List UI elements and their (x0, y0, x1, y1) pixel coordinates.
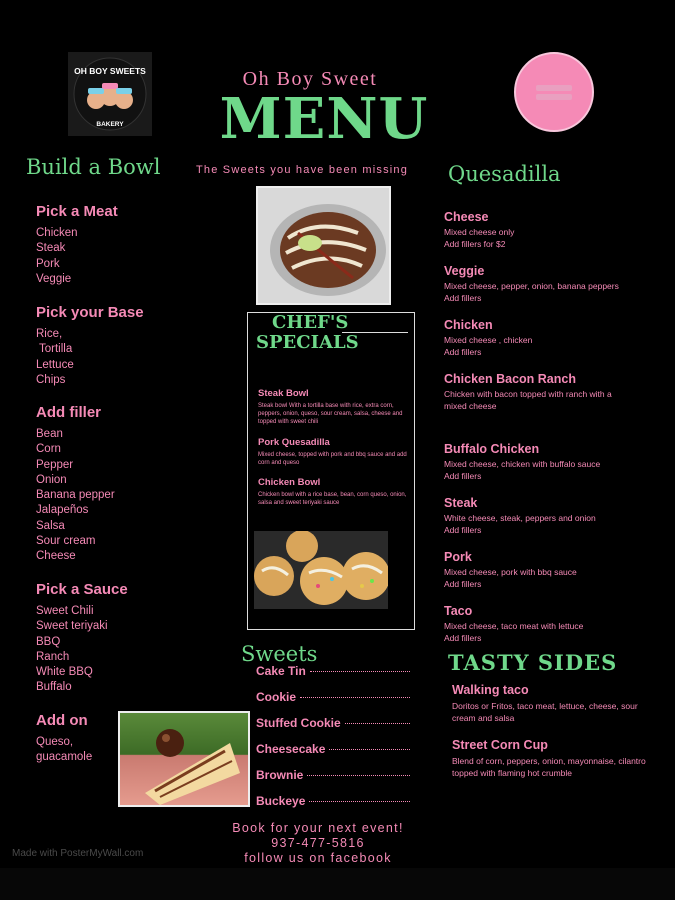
list-item: Pepper (36, 458, 74, 471)
list-item: Pork (36, 257, 60, 270)
item-desc: Mixed cheese, taco meat with lettuce (444, 621, 584, 631)
sweet-name: Cake Tin (256, 664, 306, 678)
section-pick-a-sauce (36, 581, 128, 696)
sweet-name: Stuffed Cookie (256, 716, 341, 730)
item-desc: Add fillers (444, 346, 482, 357)
quesadilla-heading: Quesadilla (448, 162, 561, 186)
quesadilla-list (444, 210, 664, 658)
item-desc: Add fillers for $2 (444, 238, 506, 249)
special-name: Steak Bowl (258, 388, 309, 399)
menu-title: MENU (219, 86, 429, 152)
list-item: Onion (36, 473, 67, 486)
item-desc: Add fillers (444, 578, 482, 589)
item-name: Street Corn Cup (452, 738, 548, 752)
item-desc: Add fillers (444, 524, 482, 535)
sweets-list (256, 664, 410, 820)
item-name: Walking taco (452, 683, 529, 697)
quesadilla-item (444, 550, 664, 590)
list-item: Ranch (36, 650, 70, 663)
item-name: Veggie (444, 264, 485, 278)
list-item: Sour cream (36, 535, 96, 548)
list-item: Chips (36, 373, 66, 386)
list-item: Sweet teriyaki (36, 620, 108, 633)
item-name: Chicken Bacon Ranch (444, 372, 576, 386)
list-item: Jalapeños (36, 504, 89, 517)
sweet-item (256, 716, 410, 742)
special-desc: Steak bowl With a tortilla base with rice, extra corn, peppers, onion, queso, sour cream, salsa, cheese and topped with sweet chili (258, 403, 403, 425)
category-title: Pick a Sauce (36, 581, 128, 598)
sweet-item (256, 690, 410, 716)
item-desc: White cheese, steak, peppers and onion (444, 513, 596, 523)
item-desc: Blend of corn, peppers, onion, mayonnaise, cilantro (452, 756, 646, 766)
quesadilla-item (444, 372, 664, 412)
sweet-name: Buckeye (256, 794, 306, 808)
item-desc: Add fillers (444, 632, 482, 643)
tagline: The Sweets you have been missing (196, 164, 409, 176)
quesadilla-item (444, 318, 664, 358)
chefs-heading-line1: CHEF'S (272, 312, 349, 333)
list-item: Queso, (36, 736, 74, 748)
quesadilla-item (444, 264, 664, 304)
sweets-heading: Sweets (241, 642, 318, 666)
section-add-filler (36, 404, 115, 565)
section-pick-your-base (36, 304, 144, 388)
chefs-specials-heading (256, 313, 408, 353)
list-item: Sweet Chili (36, 605, 94, 617)
item-desc: Chicken with bacon topped with ranch with a (444, 389, 612, 399)
quesadilla-item (444, 496, 664, 536)
sides-list (452, 683, 667, 793)
sweet-item (256, 664, 410, 690)
item-desc: mixed cheese (444, 400, 497, 411)
quesadilla-item (444, 442, 664, 482)
sweet-name: Brownie (256, 768, 304, 782)
list-item: Salsa (36, 519, 65, 532)
sweet-item (256, 768, 410, 794)
item-desc: topped with flaming hot crumble (452, 767, 573, 778)
quesadilla-item (444, 210, 664, 250)
special-item (258, 388, 408, 426)
list-item: Steak (36, 242, 66, 255)
list-item: Lettuce (36, 358, 74, 371)
section-pick-a-meat (36, 203, 118, 287)
item-desc: Mixed cheese only (444, 227, 515, 237)
special-name: Pork Quesadilla (258, 437, 330, 448)
item-desc: cream and salsa (452, 712, 515, 723)
list-item: Chicken (36, 227, 78, 239)
special-desc: Mixed cheese, topped with pork and bbq sauce and add corn and queso (258, 452, 407, 466)
item-name: Pork (444, 550, 472, 564)
logo-text-top: OH BOY SWEETS (74, 66, 146, 76)
item-name: Buffalo Chicken (444, 442, 540, 456)
item-name: Steak (444, 496, 478, 510)
tasty-sides-heading: TASTY SIDES (448, 650, 618, 675)
item-desc: Mixed cheese, pork with bbq sauce (444, 567, 577, 577)
item-name: Taco (444, 604, 473, 618)
footer-booking: Book for your next event! (232, 821, 404, 835)
item-desc: Doritos or Fritos, taco meat, lettuce, cheese, sour (452, 701, 638, 711)
category-title: Pick a Meat (36, 203, 118, 220)
footer-phone: 937-477-5816 (271, 836, 365, 850)
item-name: Chicken (444, 318, 493, 332)
category-title: Pick your Base (36, 304, 144, 321)
list-item: Tortilla (36, 343, 73, 356)
category-title: Add on (36, 712, 88, 729)
heading-rule (342, 332, 408, 333)
item-desc: Mixed cheese , chicken (444, 335, 533, 345)
special-name: Chicken Bowl (258, 477, 321, 488)
item-name: Cheese (444, 210, 489, 224)
item-desc: Add fillers (444, 292, 482, 303)
watermark: Made with PosterMyWall.com (12, 848, 144, 859)
special-item (258, 437, 408, 467)
sweet-name: Cookie (256, 690, 297, 704)
logo-text-bottom: BAKERY (96, 121, 124, 128)
food-tray-photo (256, 186, 391, 305)
list-item: Banana pepper (36, 489, 115, 502)
list-item: Veggie (36, 272, 72, 285)
title-small: Oh Boy Sweet (242, 68, 378, 90)
chefs-heading-line2: SPECIALS (256, 332, 359, 353)
build-a-bowl-heading: Build a Bowl (26, 155, 161, 179)
special-desc: Chicken bowl with a rice base, bean, corn queso, onion, salsa and sweet teriyaki sauce (258, 492, 407, 506)
footer-facebook: follow us on facebook (244, 851, 392, 865)
side-item (452, 738, 667, 779)
quesadilla-item (444, 604, 664, 644)
side-item (452, 683, 667, 724)
sweet-item (256, 742, 410, 768)
list-item: Corn (36, 443, 61, 456)
dessert-photo (118, 711, 250, 807)
section-add-on (36, 712, 92, 766)
sweet-item (256, 794, 410, 820)
list-item: Bean (36, 428, 63, 440)
list-item: Rice, (36, 328, 63, 340)
item-desc: Add fillers (444, 470, 482, 481)
list-item: Buffalo (36, 681, 72, 694)
category-title: Add filler (36, 404, 102, 421)
bottom-bar (0, 868, 675, 900)
list-item: Cheese (36, 550, 76, 563)
footer (218, 821, 418, 866)
list-item: guacamole (36, 751, 93, 764)
item-desc: Mixed cheese, pepper, onion, banana peppers (444, 281, 619, 291)
special-item (258, 477, 408, 507)
list-item: BBQ (36, 635, 61, 648)
item-desc: Mixed cheese, chicken with buffalo sauce (444, 459, 601, 469)
list-item: White BBQ (36, 666, 93, 679)
cookies-photo (254, 531, 388, 609)
sweet-name: Cheesecake (256, 742, 326, 756)
